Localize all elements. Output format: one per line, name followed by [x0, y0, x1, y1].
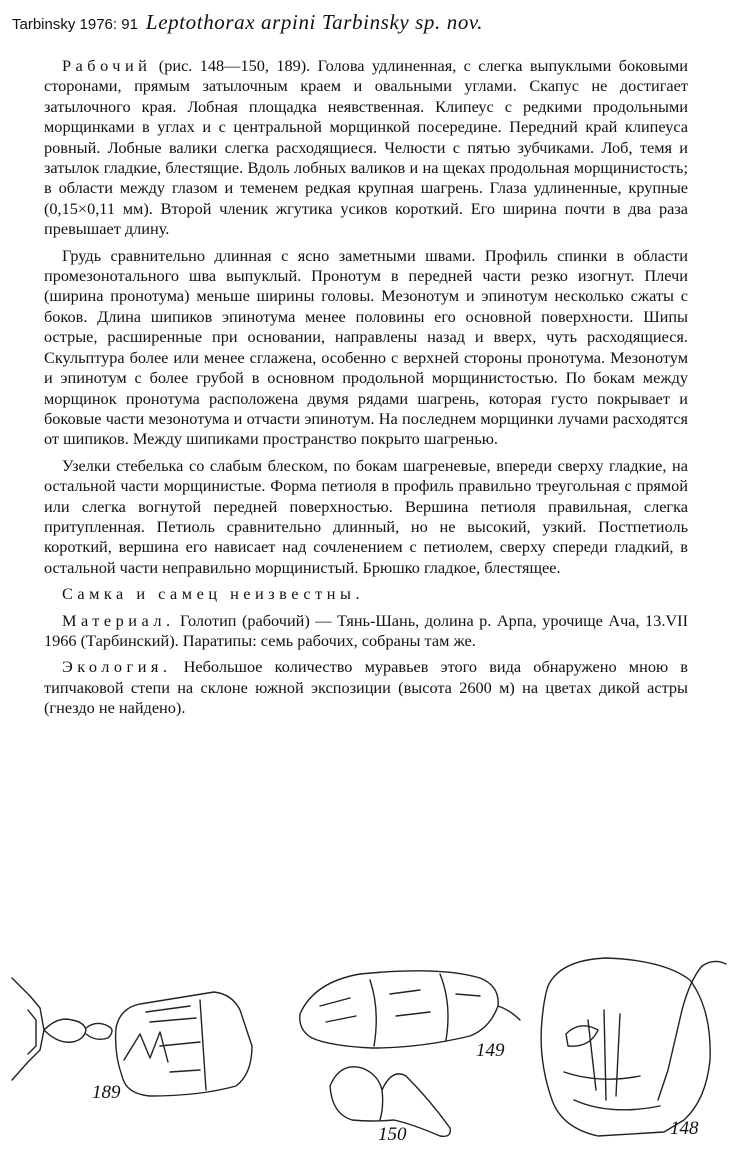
figure-label-149: 149 — [476, 1040, 505, 1061]
figure-label-148: 148 — [670, 1118, 699, 1139]
section-lead-ecology: Экология. — [62, 657, 172, 677]
section-lead-worker: Рабочий — [62, 56, 152, 75]
paragraph-worker — [44, 56, 688, 240]
figure-label-150: 150 — [378, 1124, 407, 1145]
paragraph-ecology — [44, 657, 688, 718]
species-title: Leptothorax arpini Tarbinsky sp. nov. — [145, 10, 484, 34]
description-text — [44, 56, 688, 725]
figure-189-drawing — [12, 978, 252, 1096]
figure-148-drawing — [541, 958, 726, 1136]
figure-label-189: 189 — [92, 1082, 121, 1103]
paragraph-material — [44, 611, 688, 652]
figure-149-drawing — [300, 971, 520, 1048]
paragraph-thorax: Грудь сравнительно длинная с ясно заметными швами. Профиль спинки в области промезонотального шва выпуклый. Пронотум в передней части резко изогнут. Плечи (ширина пронотума) меньше ширины головы. Мезонотум и эпинотум несколько сжаты с боков. Длина шипиков эпинотума менее половины его основной поверхности. Шипы острые, расширенные при основании, направлены назад и вверх, чуть расходящиеся. Скульптура более или менее сглажена, особенно с верхней стороны пронотума. Мезонотум и эпинотум с более грубой в основном продольной морщинистостью. По бокам между морщинок пронотума расположена двумя рядами шагрень, которая густо покрывает и боковые части мезонотума и отчасти эпинотум. На последнем морщинки лучами расходятся от шипиков. Между шипиками пространство покрыто шагренью. — [44, 245, 688, 449]
citation: Tarbinsky 1976: 91 — [12, 16, 138, 33]
worker-description: (рис. 148—150, 189). Голова удлиненная, с слегка выпуклыми боковыми сторонами, прямым затылочным краем и овальными углами. Скапус не достигает затылочного края. Лобная площадка неявственная. Клипеус с редкими продольными морщинками в углах и с центральной морщинкой посередине. Передний край клипеуса ровный. Лобные валики слегка расходящиеся. Челюсти с пятью зубчиками. Лоб, темя и затылок гладкие, блестящие. Вдоль лобных валиков и на щеках продольная морщинистость; в области между глазом и теменем редкая крупная шагрень. Глаза удлиненные, крупные (0,15×0,11 мм). Второй членик жгутика усиков короткий. Его ширина почти в два раза превышает длину. — [44, 56, 688, 239]
paragraph-female — [44, 584, 688, 604]
paragraph-petiole: Узелки стебелька со слабым блеском, по бокам шагреневые, впереди сверху гладкие, на остальной части морщинистые. Форма петиоля в профиль правильно треугольная с прямой или слегка вогнутой передней поверхностью. Вершина петиоля правильная, слегка притупленная. Петиоль сравнительно длинный, но не высокий, узкий. Постпетиоль короткий, вершина его нависает над сочленением с петиолем, сверху спереди гладкий, в остальной части неправильно морщинистый. Брюшко гладкое, блестящее. — [44, 455, 688, 577]
material-text: Голотип (рабочий) — Тянь-Шань, долина р. Арпа, урочище Ача, 13.VII 1966 (Тарбинский). Паратипы: семь рабочих, собраны там же. — [44, 610, 688, 650]
page-header — [12, 10, 483, 35]
figure-drawings — [0, 950, 738, 1160]
ecology-text: Небольшое количество муравьев этого вида обнаружено мною в типчаковой степи на склоне южной экспозиции (высота 2600 м) на цветах дикой астры (гнездо не найдено). — [44, 657, 688, 718]
section-lead-female: Самка и самец неизвестны. — [62, 584, 364, 604]
section-lead-material: Материал. — [62, 610, 175, 630]
figures-area — [0, 950, 738, 1160]
